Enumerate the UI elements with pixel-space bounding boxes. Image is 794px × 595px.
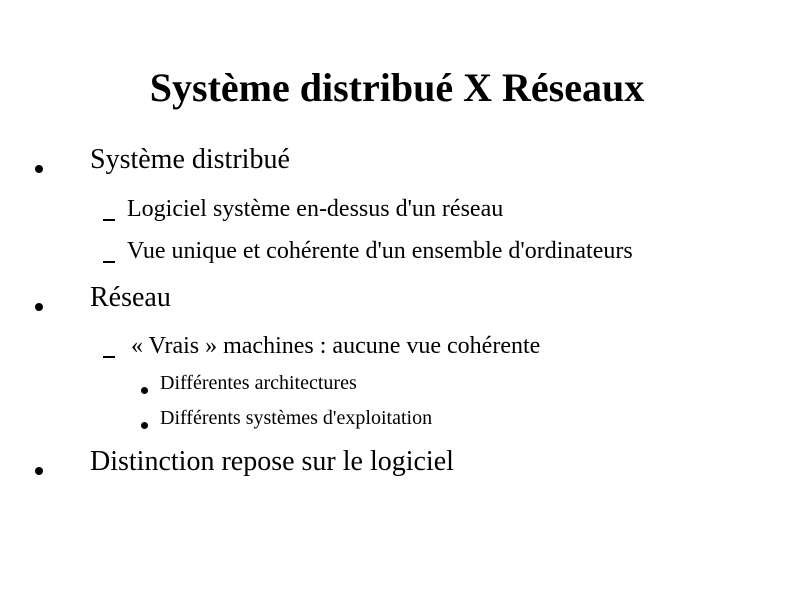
subbullet-vue-unique: Vue unique et cohérente d'un ensemble d'ordinateurs bbox=[127, 238, 633, 264]
bullet-dot-icon bbox=[141, 381, 148, 399]
subsubbullet-systemes-exploitation: Différents systèmes d'exploitation bbox=[160, 407, 433, 429]
subsubbullet-architectures: Différentes architectures bbox=[160, 372, 357, 394]
bullet-dot-icon bbox=[35, 160, 43, 178]
bullet-system-distribue: Système distribué bbox=[90, 144, 290, 175]
bullet-distinction: Distinction repose sur le logiciel bbox=[90, 446, 454, 477]
slide-title: Système distribué X Réseaux bbox=[149, 65, 645, 110]
subbullet-vrais-machines: « Vrais » machines : aucune vue cohérente bbox=[131, 333, 541, 359]
bullet-dot-icon bbox=[141, 416, 148, 434]
dash-icon bbox=[103, 208, 115, 226]
subbullet-logiciel-systeme: Logiciel système en-dessus d'un réseau bbox=[127, 196, 504, 222]
bullet-dot-icon bbox=[35, 298, 43, 316]
bullet-dot-icon bbox=[35, 462, 43, 480]
dash-icon bbox=[103, 250, 115, 268]
bullet-reseau: Réseau bbox=[90, 282, 171, 313]
dash-icon bbox=[103, 345, 115, 363]
